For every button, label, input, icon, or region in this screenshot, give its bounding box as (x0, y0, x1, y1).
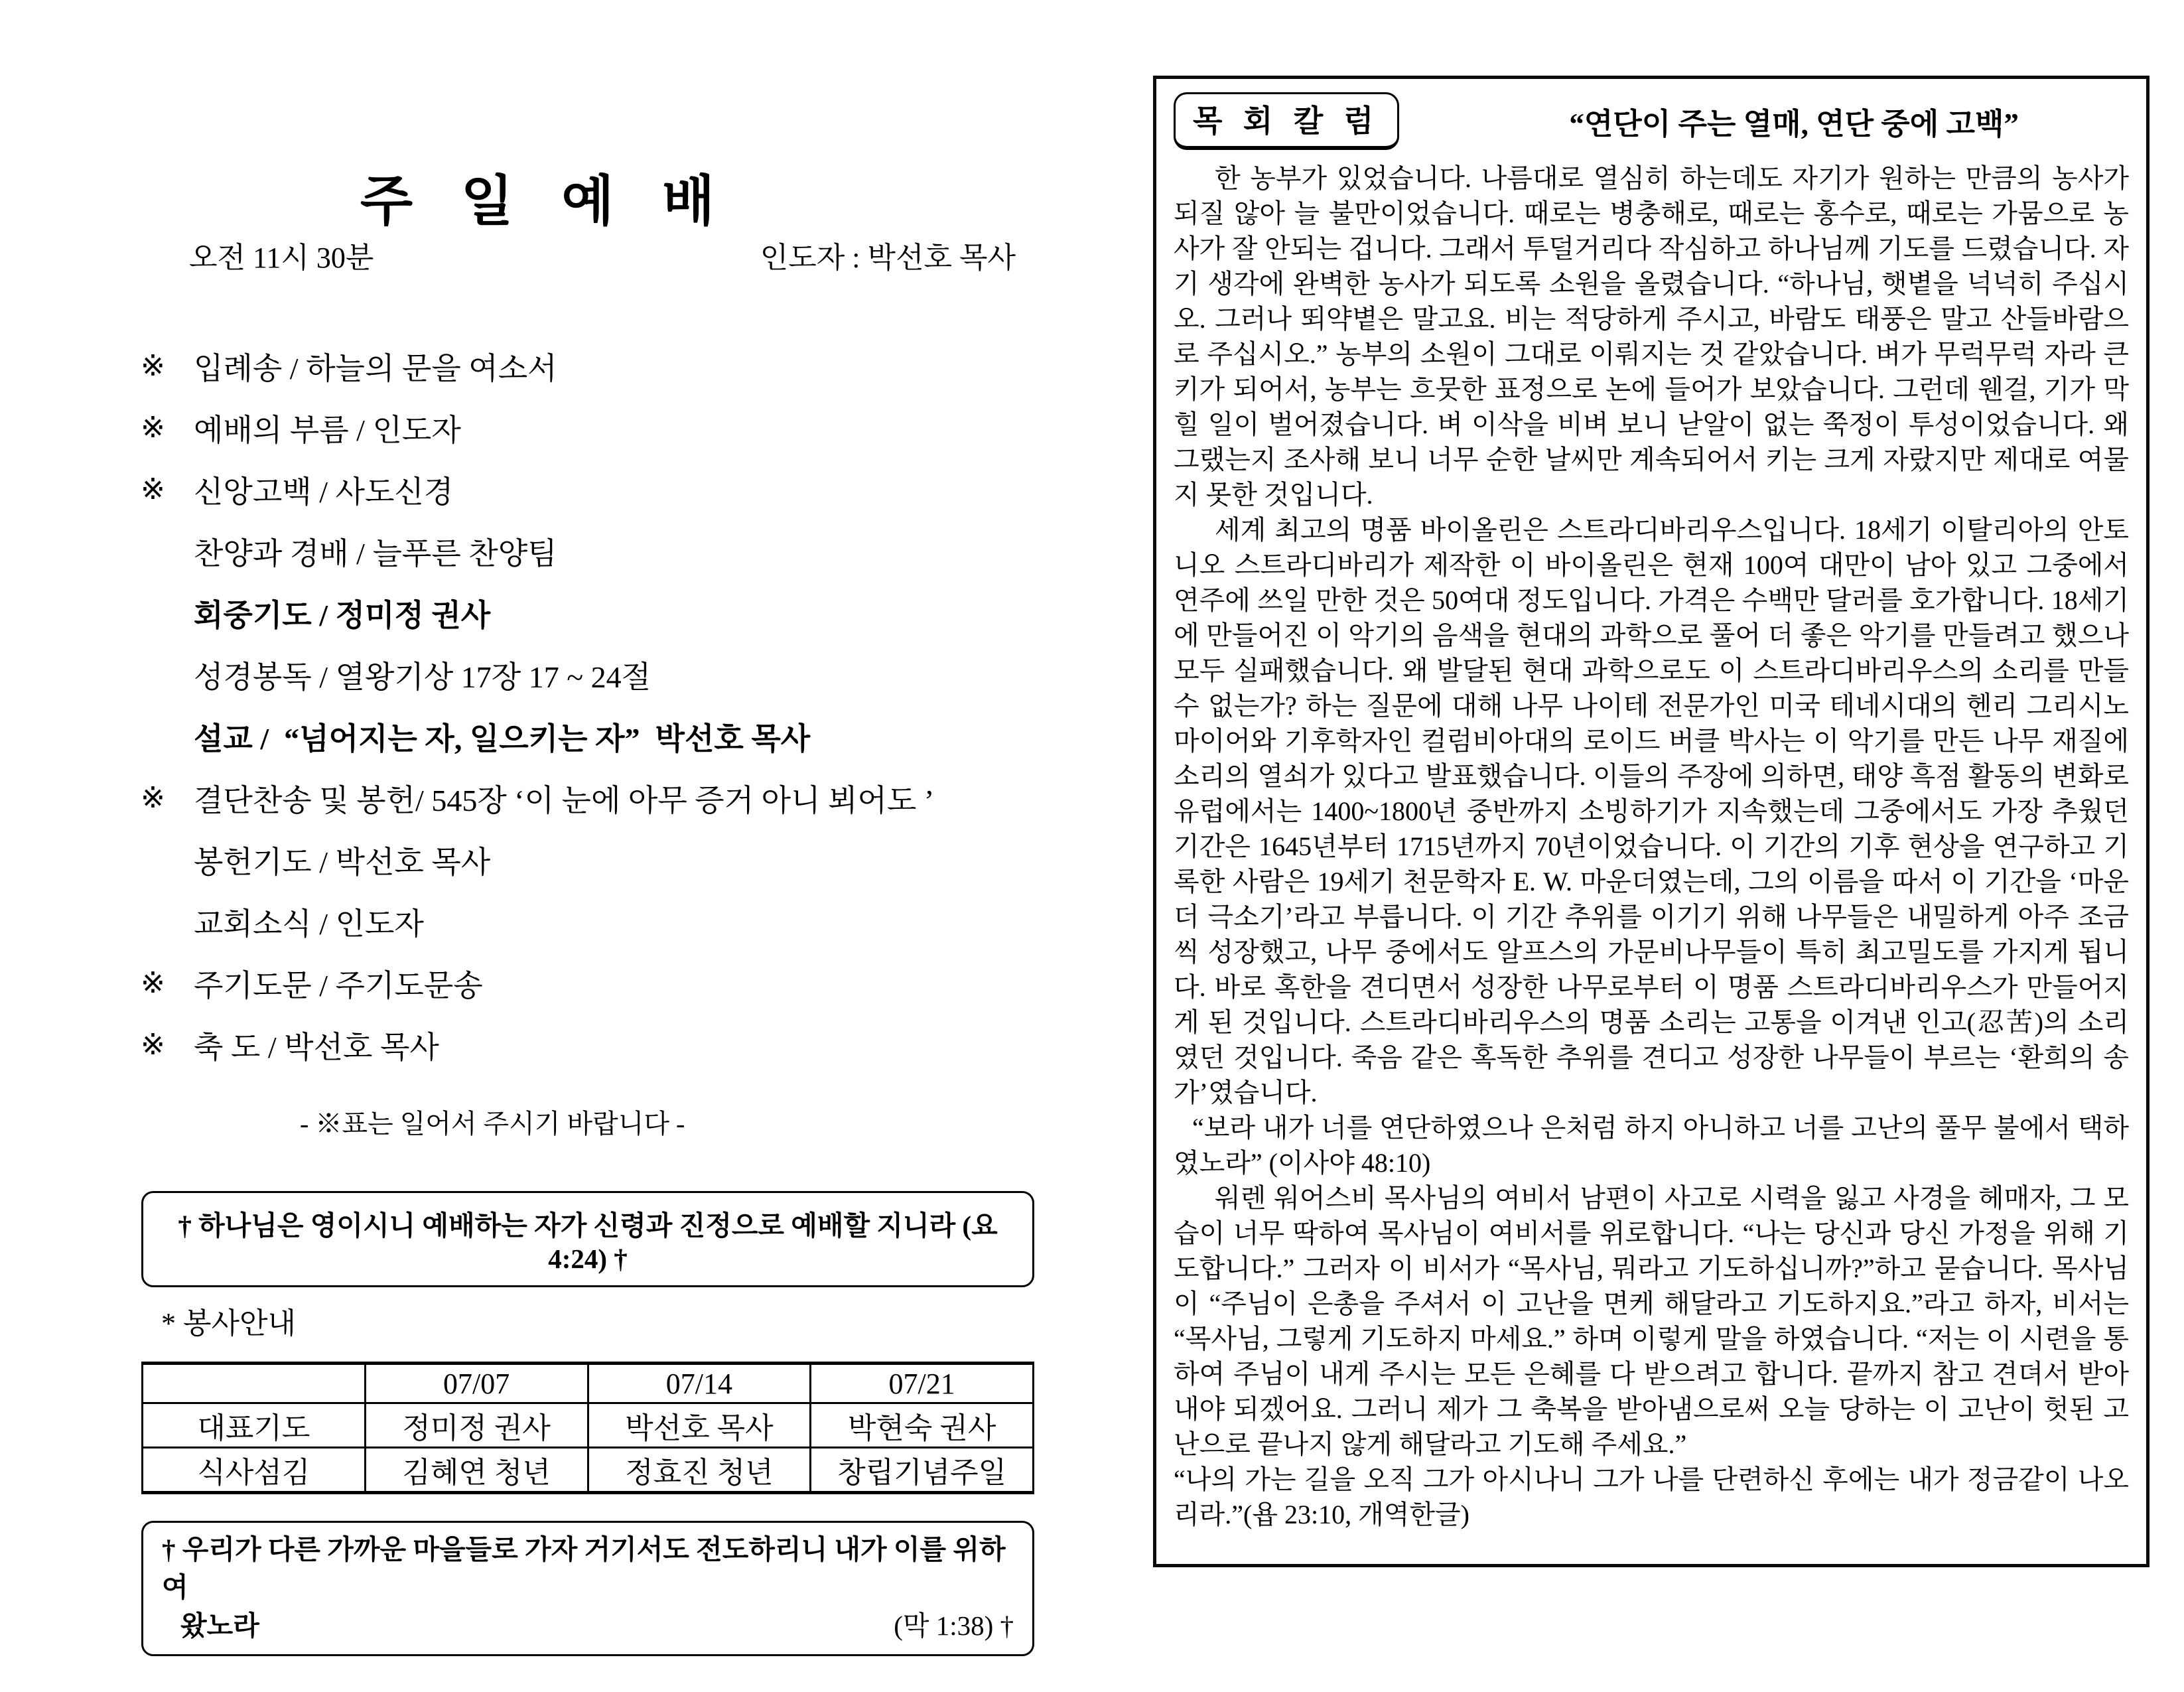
order-item-text: 신앙고백 / 사도신경 (194, 474, 454, 509)
table-header-cell: 07/21 (811, 1364, 1034, 1403)
verse-reference: (막 1:38) † (894, 1610, 1014, 1641)
stand-marker: ※ (141, 350, 165, 382)
pastoral-column-page (1153, 76, 2150, 1567)
order-item (141, 952, 1039, 1014)
stand-marker: ※ (141, 967, 165, 999)
column-paragraph: 워렌 워어스비 목사님의 여비서 남편이 사고로 시력을 잃고 사경을 헤매자, 그 모습이 너무 딱하여 목사님이 여비서를 위로합니다. “나는 당신과 당신 가정을 위해 기도합니다.” 그러자 이 비서가 “목사님, 뭐라고 기도하십니까?”하고 묻습니다. 목사님이 “주님이 은총을 주셔서 이 고난을 면케 해달라고 기도하지요.”라고 하자, 비서는 “목사님, 그렇게 기도하지 마세요.” 하며 이렇게 말을 하였습니다. “저는 이 시련을 통하여 주님이 내게 주시는 모든 은혜를 다 받으려고 합니다. 끝까지 참고 견뎌서 받아 내야 되겠어요. 그러니 제가 그 축복을 받아냄으로써 오늘 당하는 이 고난이 헛된 고난으로 끝나지 않게 해달라고 기도해 주세요.” (1174, 1183, 2129, 1459)
verse-line-1: † 우리가 다른 가까운 마을들로 가자 거기서도 전도하리니 내가 이를 위하여 (162, 1534, 1006, 1603)
order-item-text: 회중기도 / 정미정 권사 (194, 598, 491, 632)
column-header (1174, 92, 2129, 150)
stand-marker: ※ (141, 782, 165, 814)
column-body (1174, 161, 2129, 1532)
service-leader: 인도자 : 박선호 목사 (760, 242, 1016, 274)
stand-marker: ※ (141, 1028, 165, 1061)
order-item (141, 705, 1039, 767)
stand-note: - ※표는 일어서 주시기 바랍니다 - (300, 1109, 685, 1139)
order-item (141, 767, 1039, 829)
column-label: 목 회 칼 럼 (1174, 92, 1399, 150)
order-item-text: 성경봉독 / 열왕기상 17장 17 ~ 24절 (194, 660, 651, 694)
order-item (141, 644, 1039, 705)
order-item (141, 1014, 1039, 1076)
order-item-text: 교회소식 / 인도자 (194, 906, 424, 941)
order-item-text: 주기도문 / 주기도문송 (194, 968, 483, 1003)
table-row (143, 1403, 1034, 1448)
column-paragraph: “보라 내가 너를 연단하였으나 은처럼 하지 아니하고 너를 고난의 풀무 불에서 택하였노라” (이사야 48:10) (1174, 1113, 2129, 1178)
order-item-text: 예배의 부름 / 인도자 (194, 413, 461, 447)
order-item (141, 890, 1039, 952)
verse-box-john: † 하나님은 영이시니 예배하는 자가 신령과 진정으로 예배할 지니라 (요4:24) † (141, 1191, 1034, 1287)
order-item-text: 축 도 / 박선호 목사 (194, 1030, 439, 1064)
column-paragraph: 한 농부가 있었습니다. 나름대로 열심히 하는데도 자기가 원하는 만큼의 농사가 되질 않아 늘 불만이었습니다. 때로는 병충해로, 때로는 홍수로, 때로는 가뭄으로 농사가 잘 안되는 겁니다. 그래서 투덜거리다 작심하고 하나님께 기도를 드렸습니다. 자기 생각에 완벽한 농사가 되도록 소원을 올렸습니다. “하나님, 햇볕을 넉넉히 주십시오. 그러나 뙤약볕은 말고요. 비는 적당하게 주시고, 바람도 태풍은 말고 산들바람으로 주십시오.” 농부의 소원이 그대로 이뤄지는 것 같았습니다. 벼가 무럭무럭 자라 큰 키가 되어서, 농부는 흐뭇한 표정으로 논에 들어가 보았습니다. 그런데 웬걸, 기가 막힐 일이 벌어졌습니다. 벼 이삭을 비벼 보니 낟알이 없는 쭉정이 투성이었습니다. 왜 그랬는지 조사해 보니 너무 순한 날씨만 계속되어서 키는 크게 자랐지만 제대로 여물지 못한 것입니다. (1174, 163, 2129, 510)
table-cell: 대표기도 (143, 1403, 366, 1448)
table-header-cell (143, 1364, 366, 1403)
order-item-text: 봉헌기도 / 박선호 목사 (194, 845, 491, 879)
table-cell: 박선호 목사 (588, 1403, 811, 1448)
table-cell: 정효진 청년 (588, 1448, 811, 1493)
order-item (141, 582, 1039, 644)
order-item (141, 397, 1039, 458)
column-title: “연단이 주는 열매, 연단 중에 고백” (1569, 107, 2019, 141)
order-item-text: 찬양과 경배 / 늘푸른 찬양팀 (194, 536, 557, 571)
service-time: 오전 11시 30분 (189, 242, 374, 274)
column-paragraph: 세계 최고의 명품 바이올린은 스트라디바리우스입니다. 18세기 이탈리아의 안토니오 스트라디바리가 제작한 이 바이올린은 현재 100여 대만이 남아 있고 그중에서 연주에 쓰일 만한 것은 50여대 정도입니다. 가격은 수백만 달러를 호가합니다. 18세기에 만들어진 이 악기의 음색을 현대의 과학으로 풀어 더 좋은 악기를 만들려고 했으나 모두 실패했습니다. 왜 발달된 현대 과학으로도 이 스트라디바리우스의 소리를 만들 수 없는가? 하는 질문에 대해 나무 나이테 전문가인 미국 테네시대의 헨리 그리시노마이어와 기후학자인 컬럼비아대의 로이드 버클 박사는 이 악기를 만든 나무 재질에 소리의 열쇠가 있다고 발표했습니다. 이들의 주장에 의하면, 태양 흑점 활동의 변화로 유럽에서는 1400~1800년 중반까지 소빙하기가 지속했는데 그중에서도 가장 추웠던 기간은 1645년부터 1715년까지 70년이었습니다. 이 기간의 기후 현상을 연구하고 기록한 사람은 19세기 천문학자 E. W. 마운더였는데, 그의 이름을 따서 이 기간을 ‘마운더 극소기’라고 부릅니다. 이 기간 추위를 이기기 위해 나무들은 내밀하게 아주 조금씩 성장했고, 나무 중에서도 알프스의 가문비나무들이 특히 최고밀도를 가지게 됩니다. 바로 혹한을 견디면서 성장한 나무로부터 이 명품 스트라디바리우스가 만들어지게 된 것입니다. 스트라디바리우스의 명품 소리는 고통을 이겨낸 인고(忍苦)의 소리였던 것입니다. 죽음 같은 혹독한 추위를 견디고 성장한 나무들이 부르는 ‘환희의 송가’였습니다. (1174, 515, 2129, 1107)
table-row (143, 1448, 1034, 1493)
worship-order-list (141, 335, 1039, 1076)
order-item (141, 829, 1039, 890)
column-paragraph: “나의 가는 길을 오직 그가 아시나니 그가 나를 단련하신 후에는 내가 정금같이 나오리라.”(욥 23:10, 개역한글) (1174, 1464, 2129, 1529)
verse-line-2-text: 왔노라 (180, 1610, 259, 1641)
order-item-text: 결단찬송 및 봉헌/ 545장 ‘이 눈에 아무 증거 아니 뵈어도 ’ (194, 783, 935, 817)
service-guide-heading: * 봉사안내 (161, 1307, 297, 1340)
table-cell: 김혜연 청년 (365, 1448, 588, 1493)
subtitle-row (189, 234, 1016, 276)
stand-marker: ※ (141, 473, 165, 506)
stand-marker: ※ (141, 411, 165, 444)
page-title: 주 일 예 배 (360, 171, 732, 232)
table-header-cell: 07/07 (365, 1364, 588, 1403)
order-item-text: 입례송 / 하늘의 문을 여소서 (194, 351, 557, 386)
service-table (141, 1362, 1034, 1494)
table-cell: 정미정 권사 (365, 1403, 588, 1448)
table-cell: 식사섬김 (143, 1448, 366, 1493)
table-header-cell: 07/14 (588, 1364, 811, 1403)
order-item (141, 335, 1039, 397)
order-item (141, 458, 1039, 520)
order-item-text: 설교 / “넘어지는 자, 일으키는 자” 박선호 목사 (194, 721, 811, 756)
verse-box-mark (141, 1521, 1034, 1656)
table-cell: 창립기념주일 (811, 1448, 1034, 1493)
order-item (141, 520, 1039, 582)
table-header-row (143, 1364, 1034, 1403)
table-cell: 박현숙 권사 (811, 1403, 1034, 1448)
verse-line-2 (162, 1607, 1014, 1645)
